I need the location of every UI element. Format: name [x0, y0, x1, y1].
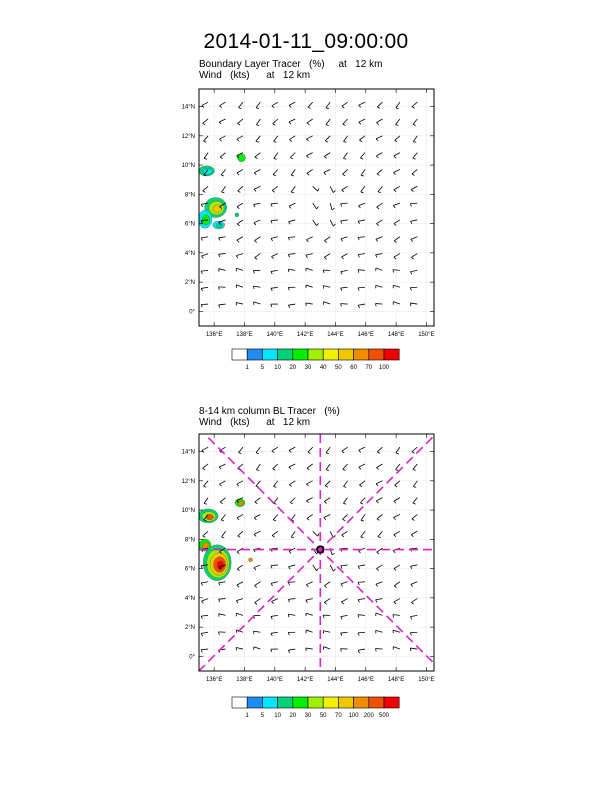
colorbar-swatch: [232, 697, 247, 708]
wind-barb: [341, 649, 348, 652]
wind-barb: [377, 447, 382, 453]
wind-barb: [255, 582, 261, 588]
wind-barb: [307, 464, 313, 470]
wind-barb: [313, 531, 319, 536]
latitude-tick-label: 2°N: [184, 625, 195, 632]
wind-barb: [378, 531, 383, 537]
wind-barb: [273, 464, 278, 470]
wind-barb: [377, 514, 382, 520]
wind-barb: [290, 498, 295, 504]
wind-barb: [410, 615, 417, 619]
wind-barb: [288, 599, 295, 602]
wind-barb: [288, 632, 295, 635]
wind-barb: [253, 631, 260, 634]
wind-barb: [412, 514, 417, 520]
wind-barb: [201, 582, 208, 586]
wind-barb: [307, 514, 313, 520]
wind-barb: [306, 613, 313, 616]
colorbar-label: 30: [304, 713, 312, 719]
colorbar-label: 1: [245, 713, 249, 719]
latitude-tick-label: 10°N: [181, 163, 195, 170]
longitude-tick-label: 142°E: [296, 332, 314, 338]
colorbar-swatch: [278, 697, 293, 708]
tracer-contour: [217, 561, 224, 570]
wind-barb: [325, 481, 330, 487]
colorbar-label: 5: [260, 713, 265, 719]
wind-barb: [393, 647, 400, 650]
wind-barb: [256, 481, 261, 487]
colorbar-label: 60: [350, 365, 357, 371]
wind-barb: [274, 481, 278, 488]
wind-barb: [376, 630, 383, 633]
wind-barb: [411, 582, 417, 587]
latitude-tick-label: 12°N: [181, 133, 195, 140]
wind-barb: [236, 599, 243, 604]
wind-barb: [203, 464, 209, 470]
longitude-tick-label: 148°E: [387, 677, 405, 683]
colorbar-label: 500: [378, 713, 390, 719]
wind-barb: [361, 531, 365, 538]
wind-barb: [219, 464, 225, 469]
wind-barb: [204, 498, 208, 505]
wind-barb: [323, 647, 330, 650]
colorbar-swatch: [338, 697, 353, 708]
top-panel-subtitle-1: Boundary Layer Tracer (%) at 12 km: [199, 59, 383, 70]
wind-barb: [291, 531, 295, 538]
latitude-tick-label: 14°N: [181, 104, 195, 111]
wind-barb: [313, 565, 319, 571]
wind-barb: [358, 632, 365, 635]
wind-barb: [288, 582, 295, 585]
colorbar-swatch: [262, 697, 277, 708]
colorbar-label: 50: [319, 713, 327, 719]
wind-barb: [344, 481, 348, 488]
longitude-tick-label: 150°E: [418, 677, 435, 683]
colorbar-swatch: [293, 697, 308, 708]
wind-barb: [254, 531, 260, 536]
wind-barb: [306, 481, 312, 486]
wind-barb: [237, 481, 243, 486]
wind-barb: [375, 649, 382, 652]
colorbar-label: 10: [274, 365, 281, 371]
wind-barb: [358, 582, 365, 585]
wind-barb: [254, 647, 261, 650]
latitude-tick-label: 4°N: [184, 250, 195, 257]
wind-barb: [254, 565, 260, 570]
wind-barb: [236, 613, 243, 616]
wind-barb: [358, 565, 365, 569]
latitude-tick-label: 6°N: [184, 566, 195, 573]
wind-barb: [221, 514, 225, 521]
longitude-tick-label: 140°E: [266, 332, 284, 338]
colorbar-label: 20: [289, 713, 297, 719]
wind-barb: [326, 447, 330, 454]
longitude-tick-label: 146°E: [357, 332, 374, 338]
tracer-contour: [238, 501, 244, 506]
wind-barb: [376, 498, 382, 503]
wind-barb: [393, 630, 400, 633]
colorbar-label: 70: [365, 365, 373, 371]
colorbar-swatch: [247, 697, 262, 708]
wind-barb: [341, 632, 348, 636]
wind-barb: [410, 632, 417, 635]
latitude-tick-label: 10°N: [181, 508, 195, 515]
colorbar-swatch: [369, 697, 384, 708]
wind-barb: [343, 498, 347, 505]
wind-barb: [201, 615, 208, 618]
wind-barb: [288, 649, 295, 653]
wind-barb: [236, 648, 243, 651]
wind-barb: [306, 630, 313, 633]
wind-barb: [341, 582, 348, 587]
wind-barb: [394, 498, 400, 503]
wind-barb: [271, 632, 278, 636]
wind-barb: [219, 481, 225, 486]
wind-barb: [394, 582, 400, 588]
latitude-tick-label: 14°N: [181, 449, 195, 456]
wind-barb: [219, 582, 226, 586]
wind-barb: [359, 481, 365, 487]
colorbar-label: 1: [245, 365, 249, 371]
longitude-tick-label: 144°E: [327, 677, 344, 683]
wind-barb: [323, 615, 330, 618]
wind-barb: [238, 531, 243, 537]
wind-barb: [237, 565, 243, 571]
wind-barb: [202, 599, 209, 604]
wind-barb: [413, 481, 417, 488]
wind-barb: [342, 447, 348, 453]
wind-barb: [326, 464, 330, 471]
wind-barb: [201, 632, 208, 636]
wind-barb: [413, 464, 417, 471]
longitude-tick-label: 150°E: [418, 332, 435, 338]
wind-barb: [306, 582, 312, 587]
wind-barb: [237, 582, 243, 587]
storm-center-icon: [316, 545, 324, 553]
wind-barb: [394, 514, 400, 519]
wind-barb: [220, 498, 225, 504]
map-field: [20, 250, 612, 792]
colorbar-label: 100: [348, 713, 359, 719]
latitude-tick-label: 12°N: [181, 478, 195, 485]
wind-barb: [376, 464, 382, 470]
longitude-tick-label: 142°E: [296, 677, 314, 683]
wind-barb: [306, 648, 313, 651]
wind-barb: [360, 498, 365, 504]
wind-barb: [394, 565, 400, 571]
colorbar-label: 100: [378, 365, 390, 371]
colorbar-swatch: [384, 697, 399, 708]
latitude-tick-label: 0°: [189, 654, 195, 661]
longitude-tick-label: 144°E: [327, 332, 344, 338]
colorbar-label: 10: [274, 713, 281, 719]
wind-barb: [256, 447, 260, 454]
wind-barb: [396, 447, 400, 454]
wind-barb: [358, 615, 365, 618]
latitude-tick-label: 2°N: [184, 280, 195, 287]
wind-barb: [273, 514, 278, 520]
wind-barb: [288, 614, 295, 617]
wind-barb: [306, 498, 312, 503]
wind-barb: [324, 498, 330, 504]
colorbar-swatch: [354, 697, 369, 708]
wind-barb: [271, 565, 278, 568]
wind-barb: [271, 582, 278, 586]
wind-barb: [341, 615, 348, 619]
colorbar-swatch: [323, 697, 338, 708]
colorbar-label: 5: [260, 365, 265, 371]
wind-barb: [342, 531, 348, 537]
wind-barb: [358, 599, 365, 603]
wind-barb: [324, 514, 330, 519]
bottom-panel-subtitle-2: Wind (kts) at 12 km: [199, 417, 311, 428]
wind-barb: [219, 599, 226, 602]
wind-barb: [376, 565, 382, 571]
wind-barb: [361, 514, 365, 521]
longitude-tick-label: 136°E: [205, 677, 223, 683]
wind-barb: [343, 464, 348, 470]
wind-barb: [308, 447, 313, 453]
wind-barb: [324, 582, 330, 588]
longitude-tick-label: 138°E: [236, 677, 253, 683]
colorbar-label: 70: [335, 713, 342, 719]
wind-barb: [376, 582, 383, 587]
wind-barb: [222, 531, 226, 538]
longitude-tick-label: 136°E: [205, 332, 223, 338]
wind-barb: [274, 498, 278, 505]
tracer-contour: [249, 558, 253, 562]
wind-barb: [255, 498, 261, 504]
colorbar-swatch: [308, 697, 323, 708]
latitude-tick-label: 6°N: [184, 221, 195, 228]
wind-barb: [376, 481, 382, 486]
wind-barb: [395, 481, 400, 487]
map-title: 2014-01-11_09:00:00: [203, 30, 409, 53]
wind-barb: [410, 648, 417, 651]
wind-barb: [254, 514, 260, 519]
latitude-tick-label: 0°: [189, 309, 195, 316]
colorbar-label: 50: [335, 365, 342, 371]
cross-section-lines: [20, 250, 612, 792]
wind-barb: [255, 599, 261, 605]
longitude-tick-label: 148°E: [387, 332, 405, 338]
wind-barb: [341, 565, 348, 569]
wind-barb: [201, 649, 208, 652]
wind-barb: [306, 599, 313, 603]
wind-barb: [289, 464, 295, 469]
tracer-contour: [206, 514, 214, 520]
colorbar-label: 200: [363, 713, 374, 719]
longitude-tick-label: 140°E: [266, 677, 284, 683]
wind-barb: [376, 599, 383, 603]
wind-barb: [411, 531, 417, 536]
wind-barb: [289, 481, 295, 487]
top-panel-subtitle-2: Wind (kts) at 12 km: [199, 70, 311, 81]
wind-barb: [271, 649, 278, 652]
wind-barb: [324, 599, 330, 605]
wind-barb: [271, 615, 278, 619]
wind-barb: [323, 631, 330, 634]
wind-barb: [376, 613, 383, 616]
colorbar-label: 40: [319, 365, 327, 371]
wind-barb: [393, 615, 400, 618]
wind-barb: [394, 531, 400, 536]
wind-barb: [237, 514, 243, 520]
wind-barb: [411, 599, 417, 605]
wind-barb: [341, 599, 347, 604]
wind-barb: [256, 464, 260, 471]
wind-barb: [410, 565, 417, 569]
longitude-tick-label: 146°E: [357, 677, 374, 683]
latitude-tick-label: 8°N: [184, 537, 195, 544]
wind-barb: [239, 447, 243, 454]
colorbar-label: 30: [304, 365, 312, 371]
wind-barb: [219, 632, 226, 635]
wind-barb: [413, 498, 417, 504]
longitude-tick-label: 138°E: [236, 332, 253, 338]
latitude-tick-label: 4°N: [184, 595, 195, 602]
wind-barb: [394, 599, 400, 604]
bottom-panel-subtitle-1: 8-14 km column BL Tracer (%): [199, 406, 340, 417]
colorbar-label: 20: [289, 365, 297, 371]
wind-barb: [359, 464, 365, 469]
wind-barb: [204, 481, 209, 487]
wind-barb: [343, 514, 348, 520]
wind-barb: [219, 614, 226, 617]
wind-barb: [330, 565, 335, 571]
latitude-tick-label: 8°N: [184, 192, 195, 199]
wind-barb: [358, 649, 365, 653]
wind-barb: [203, 531, 208, 537]
